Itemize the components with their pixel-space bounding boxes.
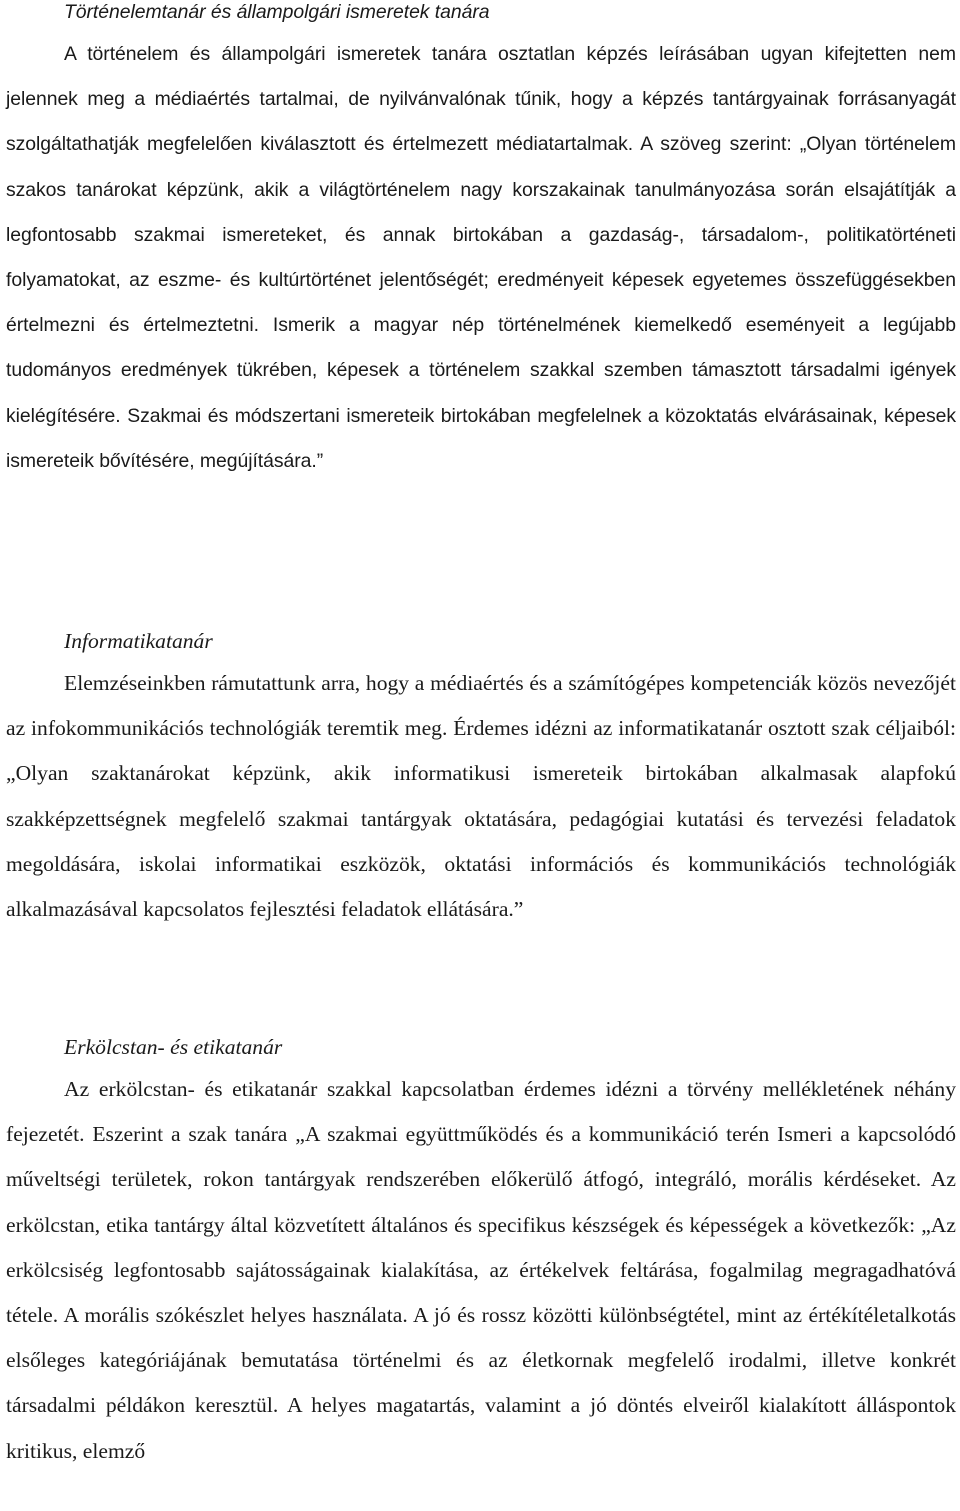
section-erkolcstan-etikatanar — [6, 1032, 956, 1474]
section-heading: Erkölcstan- és etikatanár — [64, 1035, 283, 1059]
section-tortenelemtanar — [6, 0, 956, 484]
section-paragraph: A történelem és állampolgári ismeretek tanára osztatlan képzés leírásában ugyan kifejtetten nem jelennek meg a médiaértés tartalmai, de nyilvánvalónak tűnik, hogy a képzés tantárgyainak forrásanyagát szolgáltathatják megfelelően kiválasztott és értelmezett médiatartalmak. A szöveg szerint: „Olyan történelem szakos tanárokat képzünk, akik a világtörténelem nagy korszakainak tanulmányozása során elsajátítják a legfontosabb szakmai ismereteket, és annak birtokában a gazdaság-, társadalom-, politikatörténeti folyamatokat, az eszme- és kultúrtörténet jelentőségét; eredményeit képesek egyetemes összefüggésekben értelmezni és értelmeztetni. Ismerik a magyar nép történelmének kiemelkedő eseményeit a legújabb tudományos eredmények tükrében, képesek a történelem szakkal szemben támasztott társadalmi igények kielégítésére. Szakmai és módszertani ismereteik birtokában megfelelnek a közoktatás elvárásainak, képesek ismereteik bővítésére, megújítására.” — [6, 43, 956, 472]
section-paragraph: Az erkölcstan- és etikatanár szakkal kapcsolatban érdemes idézni a törvény mellékletének néhány fejezetét. Eszerint a szak tanára „A szakmai együttműködés és a kommunikáció terén Ismeri a kapcsolódó műveltségi területek, rokon tantárgyak rendszerében előkerülő átfogó, integráló, morális kérdéseket. Az erkölcstan, etika tantárgy által közvetített általános és specifikus készségek és képességek a következők: „Az erkölcsiség legfontosabb sajátosságainak kialakítása, az értékelvek feltárása, fogalmilag megragadhatóvá tétele. A morális szókészlet helyes használata. A jó és rossz közötti különbségtétel, mint az értékítéletalkotás elsőleges kategóriájának bemutatása történelmi és az életkornak megfelelő irodalmi, illetve konkrét társadalmi példákon keresztül. A helyes magatartás, valamint a jó döntés elveiről kialakított álláspontok kritikus, elemző — [6, 1077, 956, 1463]
section-informatikatanar — [6, 626, 956, 932]
section-heading: Történelemtanár és állampolgári ismeretek tanára — [64, 1, 490, 23]
section-heading: Informatikatanár — [64, 629, 213, 653]
section-paragraph: Elemzéseinkben rámutattunk arra, hogy a médiaértés és a számítógépes kompetenciák közös nevezőjét az infokommunikációs technológiák teremtik meg. Érdemes idézni az informatikatanár osztott szak céljaiból: „Olyan szaktanárokat képzünk, akik informatikusi ismereteik birtokában alkalmasak alapfokú szakképzettségnek megfelelő szakmai tantárgyak oktatására, pedagógiai kutatási és tervezési feladatok megoldására, iskolai informatikai eszközök, oktatási információs és kommunikációs technológiák alkalmazásával kapcsolatos fejlesztési feladatok ellátására.” — [6, 671, 956, 922]
